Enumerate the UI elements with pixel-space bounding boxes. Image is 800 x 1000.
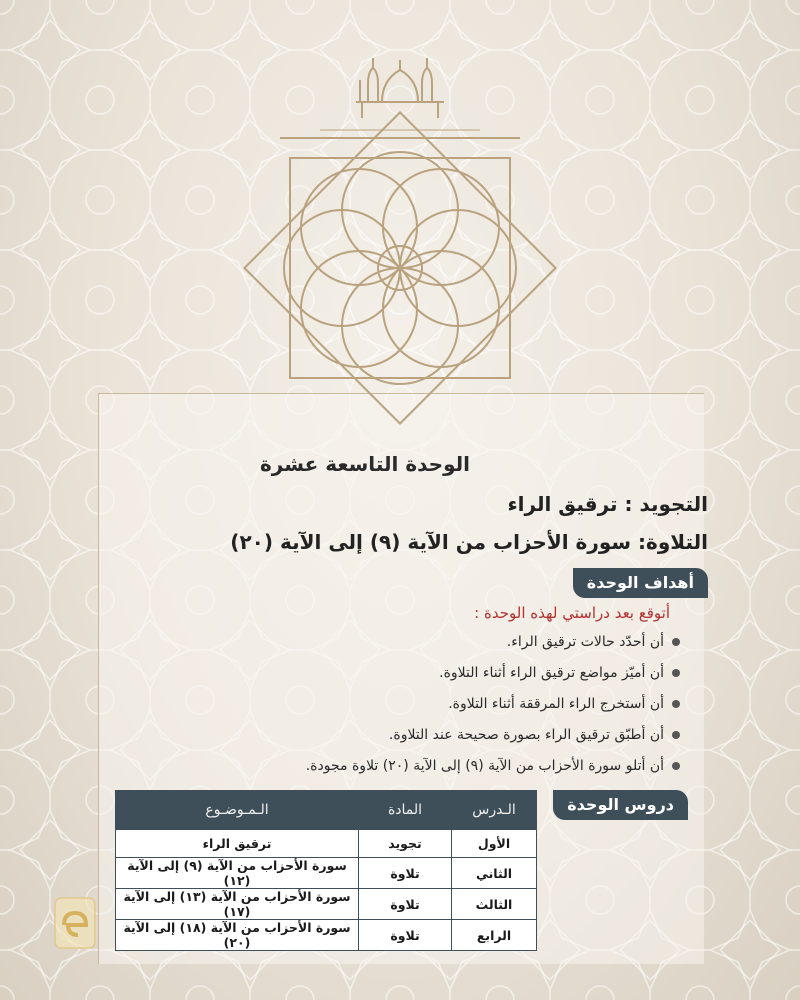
objectives-intro: أتوقع بعد دراستي لهذه الوحدة : xyxy=(474,604,670,622)
table-row: الثاني تلاوة سورة الأحزاب من الآية (٩) إلى الآية (١٢) xyxy=(116,858,537,889)
objectives-heading-badge: أهداف الوحدة xyxy=(573,568,708,598)
bullet-icon xyxy=(672,669,680,677)
table-row: الرابع تلاوة سورة الأحزاب من الآية (١٨) إلى الآية (٢٠) xyxy=(116,920,537,951)
column-header-lesson: الـدرس xyxy=(452,791,537,830)
column-header-subject: المادة xyxy=(359,791,452,830)
list-item: أن أتلو سورة الأحزاب من الآية (٩) إلى الآية (٢٠) تلاوة مجودة. xyxy=(306,754,680,785)
lessons-heading-badge: دروس الوحدة xyxy=(553,790,688,820)
objectives-list xyxy=(306,630,680,785)
table-row: الأول تجويد ترقيق الراء xyxy=(116,830,537,858)
bullet-icon xyxy=(672,762,680,770)
lessons-table xyxy=(115,790,537,951)
table-header-row xyxy=(116,791,537,830)
list-item: أن أميّز مواضع ترقيق الراء أثناء التلاوة. xyxy=(306,661,680,692)
mosque-star-ornament xyxy=(230,40,570,460)
publisher-logo-icon xyxy=(52,895,98,951)
bullet-icon xyxy=(672,700,680,708)
column-header-topic: الـمـوضـوع xyxy=(116,791,359,830)
list-item: أن أطبّق ترقيق الراء بصورة صحيحة عند التلاوة. xyxy=(306,723,680,754)
bullet-icon xyxy=(672,638,680,646)
table-row: الثالث تلاوة سورة الأحزاب من الآية (١٣) إلى الآية (١٧) xyxy=(116,889,537,920)
unit-title: الوحدة التاسعة عشرة xyxy=(260,452,470,476)
bullet-icon xyxy=(672,731,680,739)
tajweed-title: التجويد : ترقيق الراء xyxy=(507,492,708,516)
list-item: أن أستخرج الراء المرققة أثناء التلاوة. xyxy=(306,692,680,723)
list-item: أن أحدّد حالات ترقيق الراء. xyxy=(306,630,680,661)
recitation-title: التلاوة: سورة الأحزاب من الآية (٩) إلى الآية (٢٠) xyxy=(230,530,708,554)
mosque-icon xyxy=(356,58,444,118)
